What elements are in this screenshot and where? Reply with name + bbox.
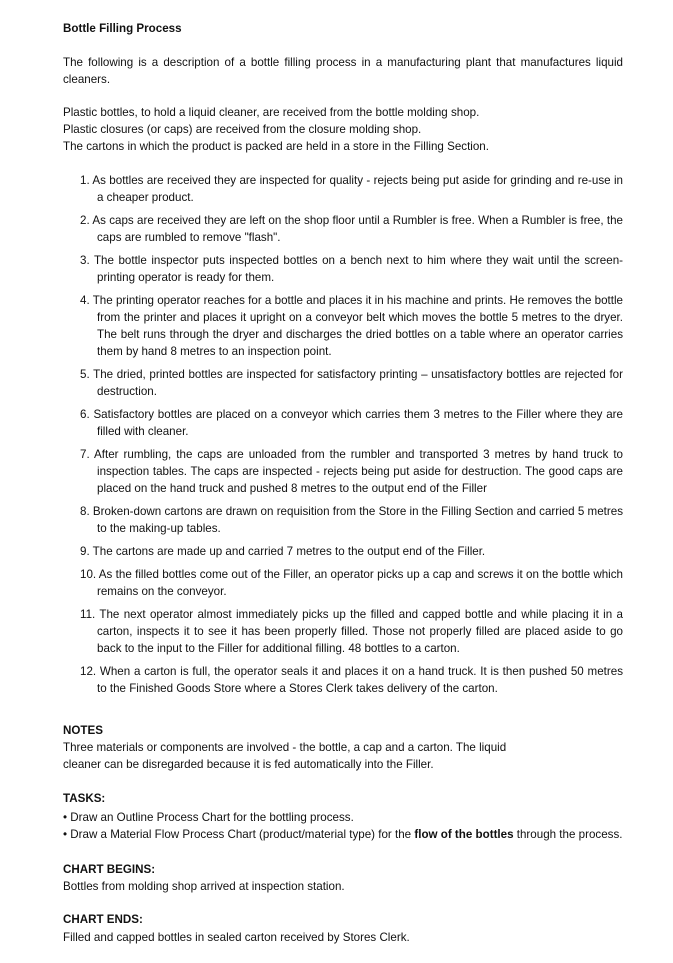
process-step: 4. The printing operator reaches for a bottle and places it in his machine and prints. He removes the bottle from the printer and places it upright on a conveyor belt which moves the bottle 5 metres to the dryer. The belt runs through the dryer and discharges the dried bottles on a table where an operator carries them by hand 8 metres to an inspection point. xyxy=(80,294,623,358)
process-steps-list xyxy=(80,172,623,703)
materials-received xyxy=(63,104,623,155)
process-step: 7. After rumbling, the caps are unloaded from the rumbler and transported 3 metres by hand truck to inspection tables. The caps are inspected - rejects being put aside for destruction. The good caps are placed on the hand truck and pushed 8 metres to the output end of the Filler xyxy=(80,448,623,495)
notes-text: Three materials or components are involved - the bottle, a cap and a carton. The liquid cleaner can be disregarded because it is fed automatically into the Filler. xyxy=(63,741,507,771)
task-item-outline-chart: • Draw an Outline Process Chart for the bottling process. xyxy=(63,811,354,824)
process-step: 12. When a carton is full, the operator seals it and places it on a hand truck. It is then pushed 50 metres to the Finished Goods Store where a Stores Clerk takes delivery of the carton. xyxy=(80,665,623,695)
process-step: 11. The next operator almost immediately picks up the filled and capped bottle and while placing it in a carton, inspects it to see it has been properly filled. Those not properly filled are placed aside to go back to the input to the Filler for additional filling. 48 bottles to a carton. xyxy=(80,608,623,655)
chart-ends-text: Filled and capped bottles in sealed carton received by Stores Clerk. xyxy=(63,931,410,944)
received-line-cartons: The cartons in which the product is packed are held in a store in the Filling Section. xyxy=(63,140,489,153)
process-step: 9. The cartons are made up and carried 7 metres to the output end of the Filler. xyxy=(80,545,486,558)
process-step: 5. The dried, printed bottles are inspected for satisfactory printing – unsatisfactory bottles are rejected for destruction. xyxy=(80,368,623,398)
chart-ends-heading: CHART ENDS: xyxy=(63,913,143,926)
document-title: Bottle Filling Process xyxy=(63,22,182,35)
process-step: 6. Satisfactory bottles are placed on a conveyor which carries them 3 metres to the Filler where they are filled with cleaner. xyxy=(80,408,623,438)
intro-paragraph: The following is a description of a bottle filling process in a manufacturing plant that manufactures liquid cleaners. xyxy=(63,56,623,86)
process-step: 3. The bottle inspector puts inspected bottles on a bench next to him where they wait until the screen-printing operator is ready for them. xyxy=(80,254,623,284)
process-step: 1. As bottles are received they are inspected for quality - rejects being put aside for grinding and re-use in a cheaper product. xyxy=(80,174,623,204)
chart-begins-text: Bottles from molding shop arrived at inspection station. xyxy=(63,880,345,893)
process-step: 10. As the filled bottles come out of the Filler, an operator picks up a cap and screws it on the bottle which remains on the conveyor. xyxy=(80,568,623,598)
received-line-bottles: Plastic bottles, to hold a liquid cleaner, are received from the bottle molding shop. xyxy=(63,106,480,119)
task-emphasis: flow of the bottles xyxy=(414,828,514,841)
task-item-flow-chart xyxy=(63,826,633,843)
notes-heading: NOTES xyxy=(63,724,103,737)
process-step: 8. Broken-down cartons are drawn on requisition from the Store in the Filling Section and carried 5 metres to the making-up tables. xyxy=(80,505,623,535)
tasks-heading: TASKS: xyxy=(63,792,106,805)
received-line-caps: Plastic closures (or caps) are received from the closure molding shop. xyxy=(63,123,422,136)
task-text-end: through the process. xyxy=(513,828,623,841)
chart-begins-heading: CHART BEGINS: xyxy=(63,863,156,876)
process-step: 2. As caps are received they are left on the shop floor until a Rumbler is free. When a Rumbler is free, the caps are rumbled to remove "flash". xyxy=(80,214,623,244)
task-text: • Draw a Material Flow Process Chart (product/material type) for the xyxy=(63,828,415,841)
tasks-list xyxy=(63,809,633,843)
